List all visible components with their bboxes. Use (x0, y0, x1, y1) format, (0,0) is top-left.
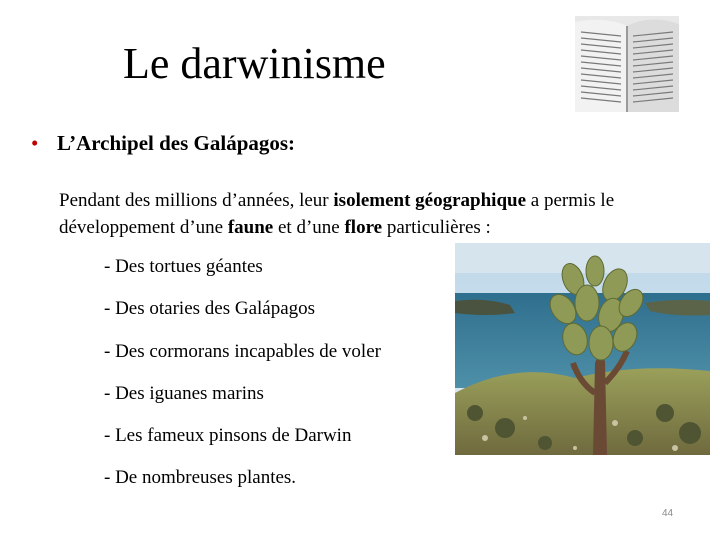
paragraph-text-4: particulières : (382, 217, 491, 238)
galapagos-cactus-photo (455, 243, 710, 455)
paragraph-text-2: a permis le développement d’une (59, 190, 615, 238)
list-item: - Les fameux pinsons de Darwin (104, 425, 352, 446)
slide-title: Le darwinisme (123, 39, 386, 88)
paragraph-text-1: Pendant des millions d’années, leur (59, 190, 334, 211)
list-item: - Des otaries des Galápagos (104, 298, 316, 319)
page-number: 44 (662, 508, 674, 519)
paragraph-text-3: et d’une (273, 217, 345, 238)
bullet-heading-row (31, 131, 295, 156)
list-item: - Des cormorans incapables de voler (104, 341, 381, 362)
bullet-heading: L’Archipel des Galápagos: (57, 131, 296, 155)
list-item: - De nombreuses plantes. (104, 467, 297, 488)
intro-paragraph (59, 187, 699, 241)
open-book-image (575, 16, 679, 112)
list-item: - Des tortues géantes (104, 256, 263, 277)
paragraph-bold-2: faune (227, 217, 274, 238)
paragraph-bold-3: flore (344, 217, 383, 238)
bullet-symbol: • (31, 131, 39, 155)
list-item: - Des iguanes marins (104, 383, 264, 404)
paragraph-bold-1: isolement géographique (333, 190, 527, 211)
